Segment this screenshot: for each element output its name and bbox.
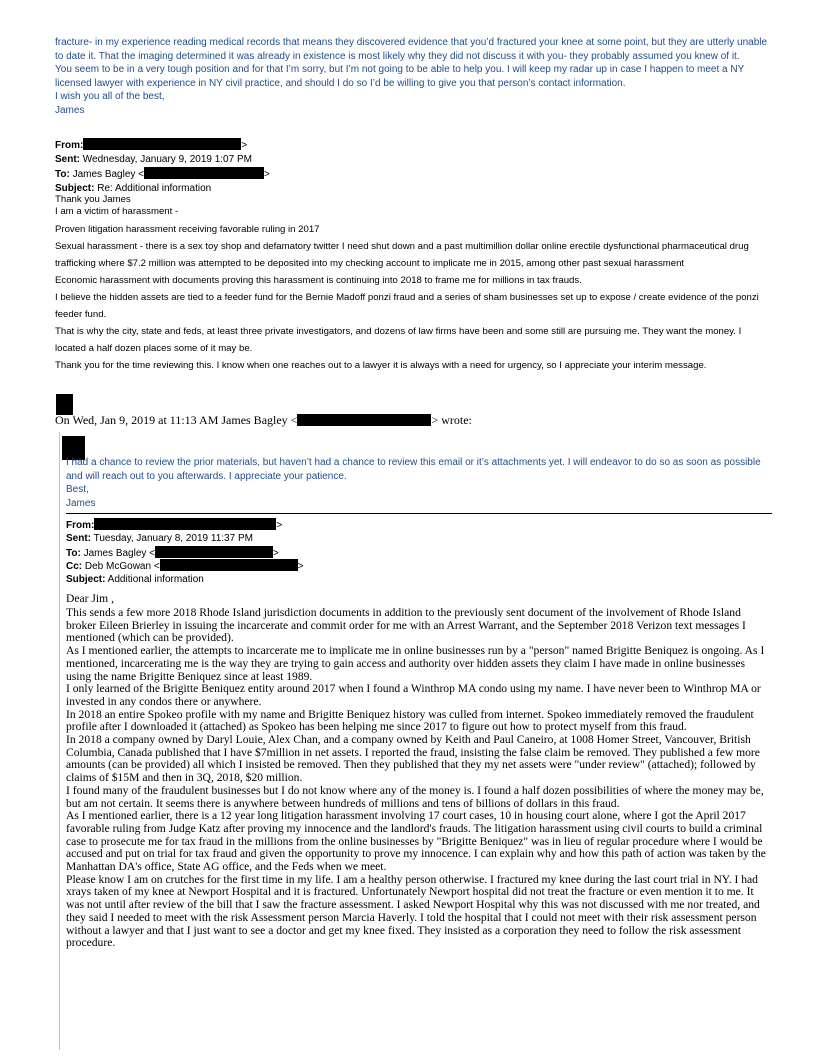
message-line: Thank you James: [55, 194, 131, 205]
to-line: [66, 546, 772, 560]
message-line: Thank you for the time reviewing this. I know when one reaches out to a lawyer it is always with a need for urgency, so I appreciate your interim message.: [55, 360, 707, 371]
from-label: From:: [55, 140, 84, 151]
reply-top-paragraph: You seem to be in a very tough position and for that I’m sorry, but I’m not going to be able to help you. I will keep my radar up in case I happen to meet a NY licensed lawyer with experience in NY civil practice, and should I do so I’d be willing to give you that person’s contact information.: [55, 64, 745, 89]
sent-label: Sent:: [55, 153, 80, 165]
cc-value: Deb McGowan <: [82, 561, 160, 573]
message-line: Economic harassment with documents proving this harassment is continuing into 2018 to frame me for millions in tax frauds.: [55, 275, 582, 286]
from-tail: >: [241, 140, 248, 151]
message-body-3: [66, 592, 772, 950]
reply-top-closing: I wish you all of the best,: [55, 91, 165, 102]
redacted-email: [94, 518, 276, 530]
redacted-block: [56, 394, 73, 415]
message-line: Sexual harassment - there is a sex toy shop and defamatory twitter I need shut down and a past multimillion dollar online erectile dysfunctional pharmaceutical drug trafficking where $7.2 million was attempted to be deposited into my checking account to implicate me in 2015, among other past sexual harassment: [55, 241, 749, 269]
message-line: I am a victim of harassment -: [55, 206, 179, 217]
redacted-email: [155, 546, 273, 558]
to-value: James Bagley <: [69, 169, 145, 180]
to-label: To:: [55, 169, 70, 180]
redacted-email: [144, 167, 264, 179]
sent-label: Sent:: [66, 532, 91, 544]
message-paragraph: In 2018 an entire Spokeo profile with my name and Brigitte Beniquez history was culled from internet. Spokeo immediately removed the fraudulent profile after I downloaded it (attached) as Spokeo has been helping me since 2017 to figure out how to protect myself from this fraud.: [66, 707, 754, 734]
quote-intro: [55, 414, 773, 427]
to-tail: >: [273, 547, 279, 559]
to-value: James Bagley <: [80, 547, 156, 559]
sent-value: Wednesday, January 9, 2019 1:07 PM: [80, 153, 252, 165]
to-line: [55, 167, 773, 182]
from-line: [66, 518, 772, 532]
redacted-email: [83, 138, 241, 150]
header-divider: [66, 513, 772, 514]
email-header-1: [55, 138, 773, 196]
from-line: [55, 138, 773, 153]
to-tail: >: [264, 169, 270, 180]
message-paragraph: As I mentioned earlier, the attempts to incarcerate me to implicate me in online businesses run by a "person" named Brigitte Beniquez is ongoing. As I mentioned, incarcerating me is the way they are trying to gain access and authority over hidden assets they claim I have made in online businesses using the name Brigitte Beniquez since at least 1989.: [66, 644, 765, 683]
reply-top-paragraph: fracture- in my experience reading medical records that means they discovered evidence that you’d fractured your knee at some point, but they are utterly unable to date it. That the imaging determined it was already in existence is most likely why they did not discuss it with you- they probably assumed you knew of it.: [55, 37, 768, 62]
to-label: To:: [66, 547, 81, 559]
email-header-2: [66, 518, 772, 587]
sent-line: [66, 532, 772, 546]
sent-value: Tuesday, January 8, 2019 11:37 PM: [91, 532, 253, 544]
message-body-2: [55, 194, 773, 374]
reply-top-signature: James: [55, 104, 85, 116]
reply-top: [55, 36, 773, 117]
from-tail: >: [276, 520, 283, 531]
cc-tail: >: [297, 561, 304, 573]
reply-2: [66, 456, 778, 510]
reply-2-paragraph: I had a chance to review the prior materials, but haven’t had a chance to review this email or it’s attachments yet. I will endeavor to do so as soon as possible and will reach out to you afterwards. I appreciate your patience.: [66, 457, 761, 482]
message-paragraph: I found many of the fraudulent businesses but I do not know where any of the money is. I found a half dozen possibilities of where the money may be, but am not certain. It seems there is anywhere between hundreds of millions and tens of billions of dollars in this fraud.: [66, 783, 764, 810]
subject-line: [66, 573, 772, 587]
subject-value: Additional information: [105, 574, 204, 586]
reply-2-signature: James: [66, 497, 96, 509]
message-line: Proven litigation harassment receiving favorable ruling in 2017: [55, 224, 320, 235]
message-paragraph: This sends a few more 2018 Rhode Island jurisdiction documents in addition to the previously sent document of the involvement of Rhode Island broker Eileen Brierley in issuing the incarcerate and commit order for me with an Arrest Warrant, and the September 2018 Verizon text messages I mentioned (which can be provided).: [66, 606, 746, 645]
message-paragraph: In 2018 a company owned by Daryl Louie, Alex Chan, and a company owned by Keith and Paul Caneiro, at 1008 Homer Street, Vancouver, British Columbia, Canada published that I have $7million in net assets. I reported the fraud, insisting the false claim be removed. They published a few more amounts (can be provided) all which I insisted be removed. Then they published that they my net assets were "under review" (attached); followed by claims of $15M and then in 3Q, 2018, $20 million.: [66, 733, 760, 785]
message-line: That is why the city, state and feds, at least three private investigators, and dozens of law firms have been and some still are pursuing me. They want the money. I located a half dozen places some of it may be.: [55, 326, 742, 354]
redacted-email: [160, 559, 298, 571]
subject-label: Subject:: [66, 574, 106, 586]
greeting: Dear Jim ,: [66, 592, 114, 605]
sent-line: [55, 153, 773, 168]
cc-line: [66, 559, 772, 573]
subject-value: Re: Additional information: [94, 182, 212, 194]
from-label: From:: [66, 520, 95, 531]
cc-label: Cc:: [66, 561, 83, 573]
subject-label: Subject:: [55, 182, 95, 194]
redacted-email: [297, 414, 431, 426]
quote-intro-prefix: On Wed, Jan 9, 2019 at 11:13 AM James Bagley <: [55, 413, 298, 427]
message-paragraph: I only learned of the Brigitte Beniquez entity around 2017 when I found a Winthrop MA condo using my name. I have never been to Winthrop MA or invested in any condos there or anywhere.: [66, 682, 761, 708]
quote-intro-suffix: > wrote:: [431, 413, 472, 427]
message-paragraph: As I mentioned earlier, there is a 12 year long litigation harassment involving 17 court cases, 10 in housing court alone, where I got the April 2017 favorable ruling from Judge Katz after proving my innocence and the landlord's frauds. The litigation harassment using civil courts to build a criminal case to prosecute me for tax fraud in the millions from the online businesses by "Brigitte Beniquez" was in lieu of regular procedure where I would be accused and put on trial for tax fraud and given the opportunity to prove my innocence. I can explain why and how this path of action was taken by the Manhattan DA's office, State AG office, and the Feds when we meet.: [66, 809, 766, 874]
message-paragraph: Please know I am on crutches for the first time in my life. I am a healthy person otherwise. I fractured my knee during the last court trial in NY. I had xrays taken of my knee at Newport Hospital and it is fractured. Unfortunately Newport hospital did not treat the fracture or even mention it to me. It was not until after review of the bill that I saw the fracture assessment. I asked Newport Hospital why this was not discussed with me nor treated, and they said I needed to meet with the risk Assessment person Marcia Haverly. I told the hospital that I could not meet with their risk assessment person without a lawyer and that I just want to see a doctor and get my knee fixed. They insisted as a corporation they need to follow the risk assessment procedure.: [66, 872, 760, 950]
message-line: I believe the hidden assets are tied to a feeder fund for the Bernie Madoff ponzi fraud and a series of sham businesses set up to expose / create evidence of the ponzi feeder fund.: [55, 292, 759, 320]
reply-2-closing: Best,: [66, 484, 89, 495]
